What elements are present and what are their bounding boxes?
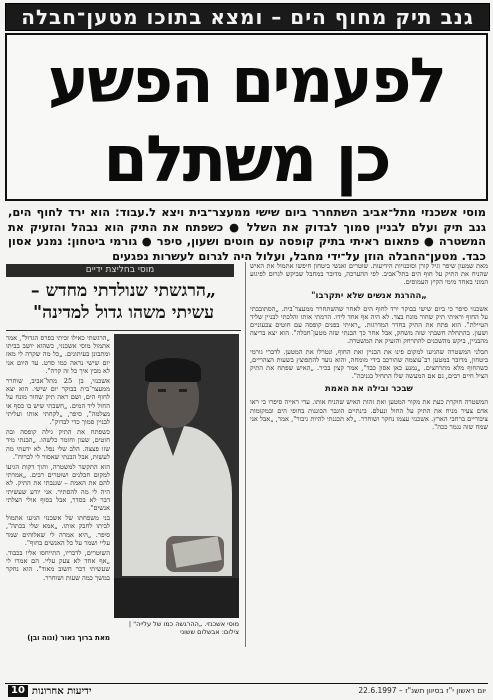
subhead	[8, 205, 486, 263]
headline-box	[5, 33, 488, 201]
paragraph: אשכנזי, בן 25 מתל־אביב, שוחרר ממעצר־בית בבוקר יום שישי. הוא יצא לחוף הים, ושם ראה תיק שחור מונח על החול ליד המים. „חשבתי שיש בו כסף או מצלמה", סיפר, „לקחתי אותו ועליתי לבניין סמוך כדי לבדוק".	[6, 377, 110, 427]
section-subtitle: שבכר ובילה את האמת	[324, 384, 413, 395]
paragraph: חבלני המשטרה שהגיעו למקום פינו את הבניין ואת החוף, ונטרלו את המטען. לדברי גורמי ביטחון, מדובר במטען רב־עוצמה שהורכב בידי מומחה, והוא נועד להתפוצץ בשעות הצהריים, כשהחוף מלא מתרחצים. „נמנע כאן אסון כבד", אמר קצין בכיר. „האיש שפתח את התיק הציל חיים רבים, גם אם המעשה שלו התחיל בגניבה".	[250, 347, 488, 381]
headline-line-1: לפעמים הפשע	[47, 44, 446, 117]
page-number: 10	[8, 685, 28, 697]
photo-eye	[179, 389, 187, 392]
paragraph: המשטרה חוקרת כעת את מקור המטען ואת זהות האיש שהניח אותו. עדי ראייה סיפרו כי ראו אדם צעיר מניח את התיק על החול ונעלם. בינתיים הוגבר הכוננות בחופי הים ובמקומות ציבוריים ברחבי הארץ. אשכנזי עצמו נחקר ושוחרר. „לא תכננתי להיות גיבור", אמר, „אבל אני שמח שזה נגמר ככה".	[250, 398, 488, 432]
paragraph: כשפתח את התיק גילה קופסה ובה חוטים, שעון וחומר כלשהו. „הבנתי מיד שזו פצצה. הלב שלי נפל. לא ידעתי מה לעשות, אבל הבנתי שאסור לי לברוח".	[6, 428, 110, 461]
headline-line-2: כן משתלם	[103, 123, 390, 197]
photo-eye	[158, 389, 166, 392]
photo-caption: מוסי אשכנזי. „ההרגשה כמו של עלייה" | צילום: אבשלום ששוני	[128, 620, 239, 636]
photo-hair	[145, 358, 201, 382]
column-divider	[245, 262, 246, 647]
quote-line-1: „הרגשתי שנולדתי מחדש –	[30, 281, 217, 301]
byline: מאת ברוך נאור (ונוה ובן)	[27, 634, 110, 642]
photo-table	[114, 578, 239, 618]
page-footer	[5, 683, 488, 698]
portrait-photo	[114, 334, 239, 618]
subhead-text: מוסי אשכנזי מתל־אביב השתחרר ביום שישי ממעצר־בית ויצא ל.עבוד: הוא ירד לחוף הים, גנב תיק ועלם לבניין סמוך לבדוק את השלל ● כשפתח את התיק הוא נבהל והזעיק את המשטרה ● פתאום ראיתי בתיק קופסה עם חוטים ושעון, סיפר ● גורמי ביטחון: נמנע אסון כבד. מטען־החבלה הוזן על־ידי מחבל, ועלול היה לגרום לעשרות נפגעים	[8, 205, 486, 263]
paragraph: „הרגשתי כאילו זכיתי בפרס הגדול", אמר אתמול מוסי אשכנזי, כשהוא יושב בביתו ומתבונן בעיתונים. „כל מה שקרה לי מאז יום שישי נראה כמו סרט. עד היום אני לא מבין איך כל זה קרה".	[6, 334, 110, 375]
intro-paragraph: מאת שמעון שיפר וגיל קורן וסוכנויות הידיעות. שוטרים ואנשי ביטחון חיפשו אתמול את האיש שהניח את התיק על חוף הים בתל־אביב. לפי ההערכה, מדובר במחבל שביקש לגרום לפיגוע המוני באחד מימי הקיץ העמוסים.	[250, 262, 488, 287]
kicker-text: גנב תיק מחוף הים – ומצא בתוכו מטען־חבלה	[21, 5, 474, 29]
left-article-column	[6, 334, 110, 634]
paper-logo	[5, 685, 95, 697]
pull-quote	[6, 280, 241, 324]
issue-date: יום ראשון י"ז בסיוון תשנ"ז – 22.6.1997	[358, 686, 486, 695]
right-article-column	[250, 262, 488, 638]
side-label-text: מוסי בחליצת ידיים	[85, 265, 155, 275]
kicker-band	[5, 3, 490, 31]
paragraph: בני משפחתו של אשכנזי הגיעו אתמול לביתו לחבק אותו. „אמא שלי בכתה", סיפר. „היא אמרה לי שאלוהים שמר עליי ושמר על כל האנשים בחוף".	[6, 514, 110, 547]
paragraph: אשכנזי סיפר כי ביום שישי בבוקר ירד לחוף הים לאחר שהשתחרר ממעצר־בית. „הסתובבתי על החוף וראיתי תיק שחור מונח בצד. לא היה אף אחד לידו. הרמתי אותו והלכתי לבניין שליד הטיילת". הוא פתח את התיק בחדר המדרגות. „ראיתי בפנים קופסה עם חוטים צבעוניים ושעון. בהתחלה חשבתי שזה משחק, אבל אחר כך הבנתי שזה מטען־חבלה". הוא יצא בריצה מהבניין, ביקש מהשכנים להתרחק והזעיק את המשטרה.	[250, 304, 488, 346]
paragraph: הוא התקשר למשטרה, ותוך דקות הגיעו למקום חבלנים ושוטרים רבים. „אמרתי להם את האמת – שגנבתי את התיק. לא היה לי מה להסתיר. אני יודע שעשיתי דבר לא בסדר, אבל בסוף אולי הצלתי אנשים".	[6, 463, 110, 513]
side-label	[6, 264, 234, 277]
paper-name: ידיעות אחרונות	[31, 685, 92, 697]
quote-line-2: עשיתי משהו גדול למדינה"	[32, 303, 215, 323]
quote-rule	[6, 330, 241, 331]
section-subtitle: „ההרגת אנשים שלא יתקרבו"	[311, 290, 427, 301]
paragraph: השוטרים, לדבריו, התייחסו אליו בכבוד. „אף אחד לא צעק עליי. הם אמרו לי שעשיתי דבר חשוב מאוד". הוא נחקר במשך כמה שעות ושוחרר.	[6, 549, 110, 582]
